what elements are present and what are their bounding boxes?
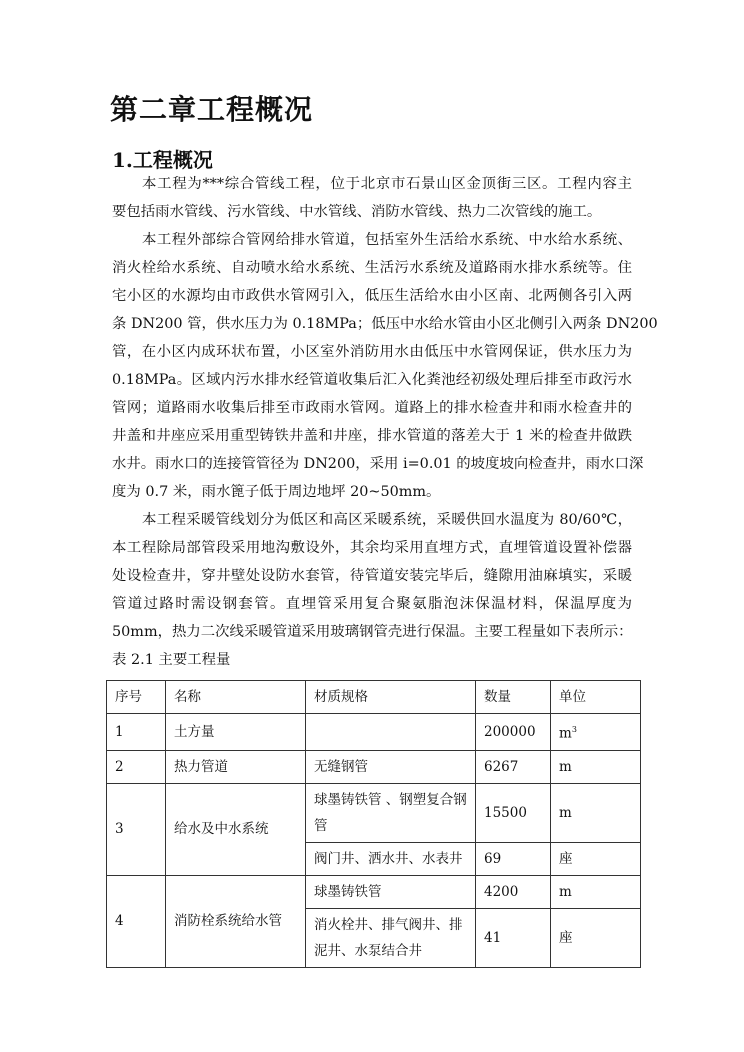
table-caption: 表 2.1 主要工程量: [112, 652, 231, 668]
paragraph-line: 消火栓给水系统、自动喷水给水系统、生活污水系统及道路雨水排水系统等。住: [112, 260, 632, 276]
cell-name: 热力管道: [166, 750, 306, 783]
cell-qty: 41: [476, 908, 551, 967]
table-row: [107, 714, 641, 751]
cell-qty: 15500: [476, 783, 551, 842]
header-cell: 单位: [551, 681, 641, 714]
paragraph-line: 50mm，热力二次线采暖管道采用玻璃钢管壳进行保温。主要工程量如下表所示：: [112, 624, 633, 640]
cell-qty: 6267: [476, 750, 551, 783]
cell-no: 2: [107, 750, 166, 783]
cell-spec: 消火栓井、排气阀井、排泥井、水泵结合井: [306, 908, 476, 967]
table-row: [107, 750, 641, 783]
cell-no: 3: [107, 783, 166, 875]
paragraph-line: 本工程为***综合管线工程，位于北京市石景山区金顶街三区。工程内容主: [142, 176, 632, 192]
cell-spec: 无缝钢管: [306, 750, 476, 783]
paragraph-line: 管道过路时需设钢套管。直埋管采用复合聚氨脂泡沫保温材料，保温厚度为: [112, 596, 632, 612]
paragraph-line: 要包括雨水管线、污水管线、中水管线、消防水管线、热力二次管线的施工。: [112, 204, 602, 220]
document-body: [112, 170, 658, 674]
paragraph-line: 本工程外部综合管网给排水管道，包括室外生活给水系统、中水给水系统、: [142, 232, 632, 248]
cell-unit: 座: [551, 842, 641, 875]
paragraph-line: 度为 0.7 米，雨水篦子低于周边地坪 20~50mm。: [112, 484, 441, 500]
paragraph-line: 条 DN200 管，供水压力为 0.18MPa；低压中水给水管由小区北侧引入两条 DN200: [112, 316, 658, 332]
header-cell: 数量: [476, 681, 551, 714]
paragraph-line: 井盖和井座应采用重型铸铁井盖和井座，排水管道的落差大于 1 米的检查井做跌: [112, 428, 632, 444]
cell-qty: 200000: [476, 714, 551, 751]
header-cell: 序号: [107, 681, 166, 714]
header-cell: 名称: [166, 681, 306, 714]
unit-superscript: 3: [571, 725, 577, 734]
cell-name: 消防栓系统给水管: [166, 875, 306, 967]
cell-qty: 69: [476, 842, 551, 875]
cell-name: 土方量: [166, 714, 306, 751]
cell-no: 1: [107, 714, 166, 751]
cell-unit: [551, 714, 641, 751]
paragraph-line: 处设检查井，穿井壁处设防水套管，待管道安装完毕后，缝隙用油麻填实，采暖: [112, 568, 632, 584]
quantities-table: [106, 680, 641, 968]
section-heading: 1.工程概况: [112, 148, 213, 172]
paragraph-line: 0.18MPa。区域内污水排水经管道收集后汇入化粪池经初级处理后排至市政污水: [112, 372, 632, 388]
cell-qty: 4200: [476, 875, 551, 908]
table-row: [107, 875, 641, 908]
paragraph-line: 水井。雨水口的连接管管径为 DN200，采用 i=0.01 的坡度坡向检查井，雨水口深: [112, 456, 644, 472]
paragraph-line: 本工程除局部管段采用地沟敷设外，其余均采用直埋方式，直埋管道设置补偿器: [112, 540, 632, 556]
chapter-title: 第二章工程概况: [110, 93, 314, 126]
paragraph-line: 管网；道路雨水收集后排至市政雨水管网。道路上的排水检查井和雨水检查井的: [112, 400, 632, 416]
cell-spec: 球墨铸铁管 、钢塑复合钢管: [306, 783, 476, 842]
cell-unit: m: [551, 875, 641, 908]
paragraph-line: 管，在小区内成环状布置，小区室外消防用水由低压中水管网保证，供水压力为: [112, 344, 632, 360]
paragraph-line: 宅小区的水源均由市政供水管网引入，低压生活给水由小区南、北两侧各引入两: [112, 288, 632, 304]
cell-unit: 座: [551, 908, 641, 967]
header-cell: 材质规格: [306, 681, 476, 714]
cell-unit: m: [551, 783, 641, 842]
cell-no: 4: [107, 875, 166, 967]
unit-text: m: [559, 725, 572, 742]
paragraph-line: 本工程采暖管线划分为低区和高区采暖系统，采暖供回水温度为 80/60℃，: [142, 512, 632, 528]
cell-spec: [306, 714, 476, 751]
cell-name: 给水及中水系统: [166, 783, 306, 875]
table-header-row: [107, 681, 641, 714]
cell-unit: m: [551, 750, 641, 783]
table-row: [107, 783, 641, 842]
cell-spec: 球墨铸铁管: [306, 875, 476, 908]
cell-spec: 阀门井、洒水井、水表井: [306, 842, 476, 875]
